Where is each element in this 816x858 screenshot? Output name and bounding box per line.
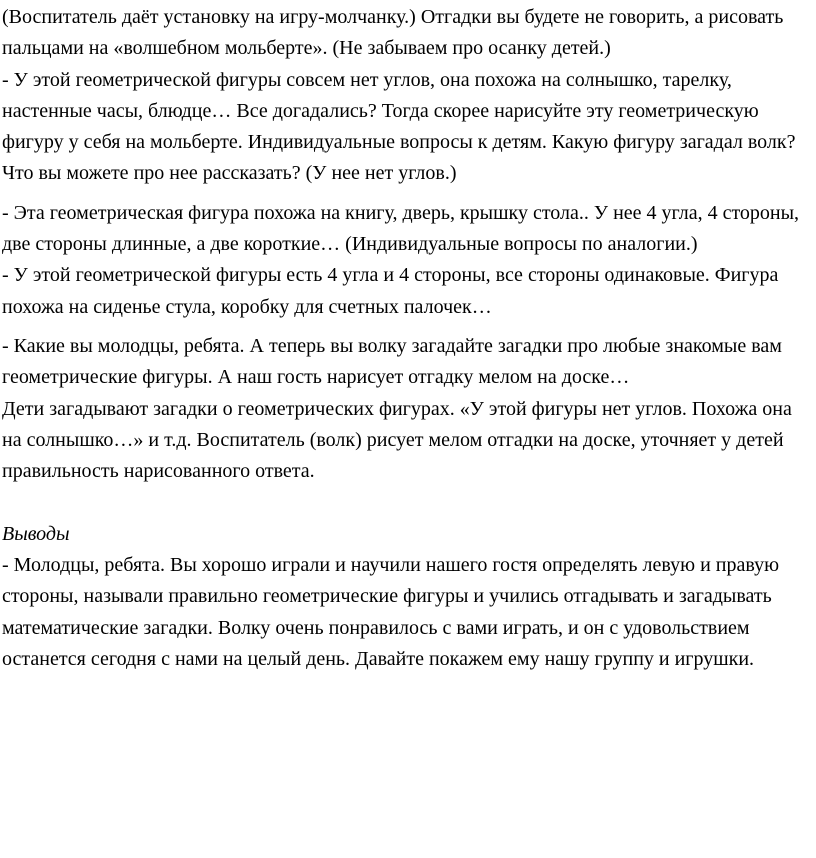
paragraph-square-riddle: - У этой геометрической фигуры есть 4 угла и 4 стороны, все стороны одинаковые. Фигура похожа на сиденье стула, коробку для счетных палочек… (2, 264, 779, 318)
paragraph-teacher-draws: Дети загадывают загадки о геометрических фигурах. «У этой фигуры нет углов. Похожа она на солнышко…» и т.д. Воспитатель (волк) рисует мелом отгадки на доске, уточняет у детей правильность нарисованного ответа. (2, 397, 792, 483)
conclusion-heading: Выводы (2, 522, 70, 545)
paragraph-children-riddles: - Какие вы молодцы, ребята. А теперь вы волку загадайте загадки про любые знакомые вам геометрические фигуры. А наш гость нарисует отгадку мелом на доске… (2, 334, 782, 389)
spacer (2, 487, 816, 518)
paragraph-conclusion: - Молодцы, ребята. Вы хорошо играли и научили нашего гостя определять левую и правую стороны, называли правильно геометрические фигуры и учились отгадывать и загадывать математические загадки. Волку очень понравилось с вами играть, и он с удовольствием останется сегодня с нами на целый день. Давайте покажем ему нашу группу и игрушки. (2, 554, 780, 670)
paragraph-circle-riddle: - У этой геометрической фигуры совсем нет углов, она похожа на солнышко, тарелку, настенные часы, блюдце… Все догадались? Тогда скорее нарисуйте эту геометрическую фигуру у себя на мольберте. Индивидуальные вопросы к детям. Какую фигуру загадал волк? Что вы можете про нее рассказать? (У нее нет углов.) (2, 68, 796, 185)
spacer (2, 190, 816, 198)
paragraph-rectangle-riddle: - Эта геометрическая фигура похожа на книгу, дверь, крышку стола.. У нее 4 угла, 4 стороны, две стороны длинные, а две короткие… (Индивидуальные вопросы по аналогии.) (2, 201, 800, 256)
spacer (2, 323, 816, 331)
paragraph-game-instruction: (Воспитатель даёт установку на игру-молчанку.) Отгадки вы будете не говорить, а рисовать пальцами на «волшебном мольберте». (Не забываем про осанку детей.) (2, 6, 784, 60)
